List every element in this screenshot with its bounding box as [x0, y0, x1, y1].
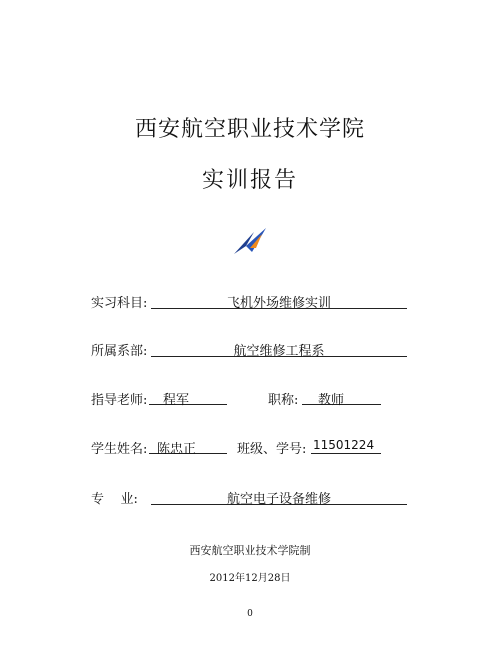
- subject-label: 实习科目:: [91, 296, 148, 311]
- teacher-label: 指导老师:: [91, 393, 148, 408]
- page-number: 0: [247, 609, 253, 619]
- student-label: 学生姓名:: [91, 442, 148, 457]
- department-label: 所属系部:: [91, 344, 148, 359]
- class-id-value: 11501224: [311, 438, 381, 454]
- subject-row: [0, 292, 500, 310]
- major-label: 专 业:: [91, 492, 138, 507]
- job-title-label: 职称:: [268, 393, 299, 408]
- teacher-value: 程军: [149, 389, 227, 405]
- major-value: 航空电子设备维修: [151, 488, 407, 505]
- major-row: [0, 488, 500, 506]
- school-logo-icon: [232, 226, 268, 256]
- class-id-label: 班级、学号:: [237, 442, 307, 457]
- footer-date: 2012年12月28日: [209, 573, 291, 584]
- student-value: 陈忠正: [149, 438, 227, 454]
- student-row: [0, 438, 500, 456]
- footer-organization: 西安航空职业技术学院制: [189, 544, 311, 557]
- department-row: [0, 340, 500, 358]
- subject-value: 飞机外场维修实训: [151, 292, 407, 309]
- report-title: 实训报告: [201, 168, 298, 193]
- job-title-value: 教师: [302, 389, 381, 405]
- school-title: 西安航空职业技术学院: [134, 117, 365, 142]
- teacher-row: [0, 389, 500, 407]
- department-value: 航空维修工程系: [151, 340, 407, 357]
